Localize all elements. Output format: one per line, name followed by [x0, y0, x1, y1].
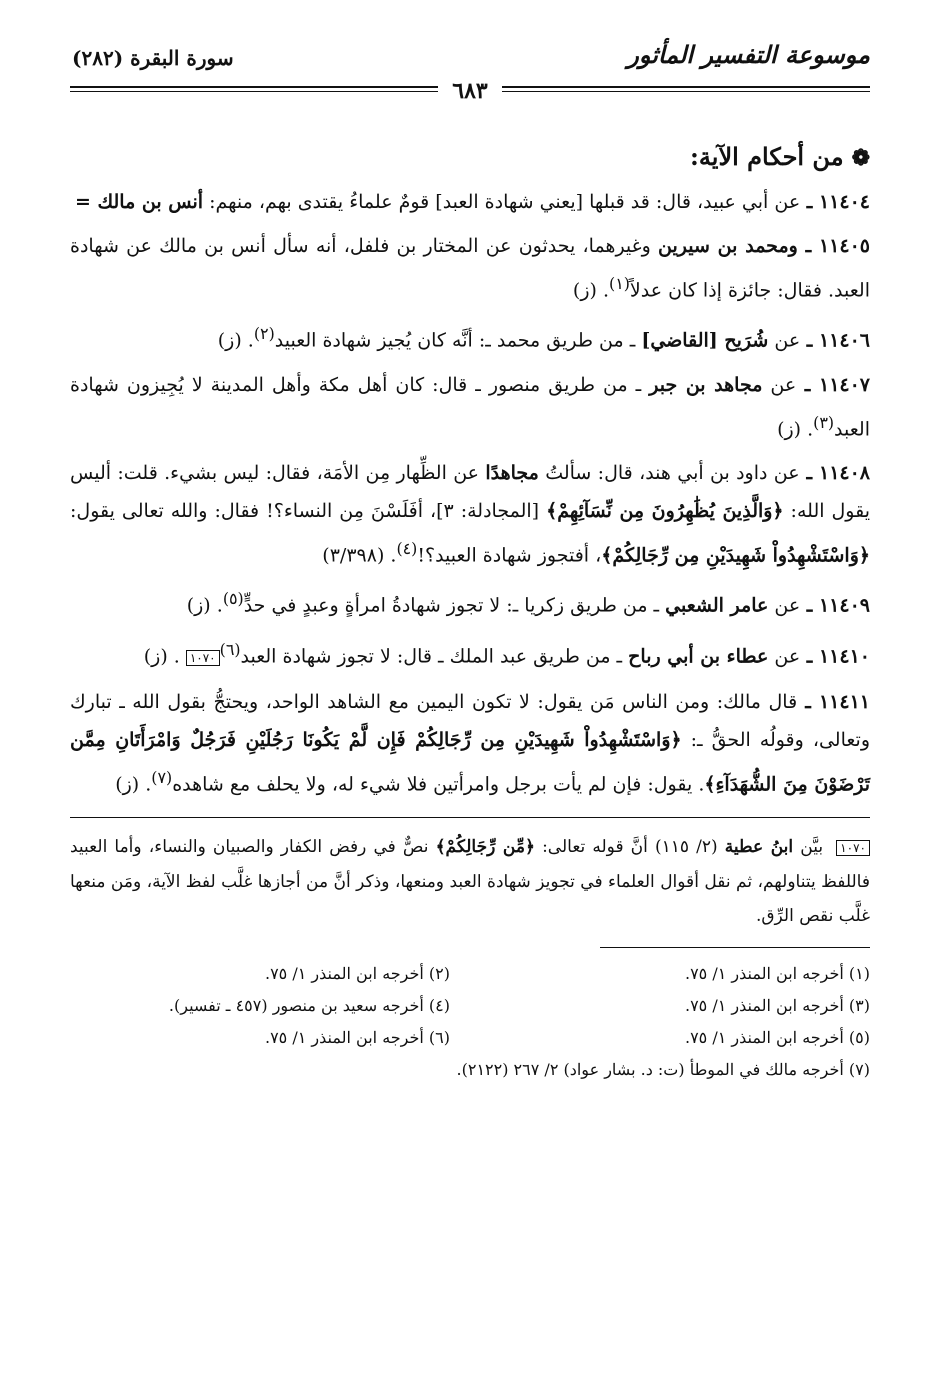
bold-text: ١١٤٠٥ ـ: [797, 235, 870, 257]
book-title: موسوعة التفسير المأثور: [627, 40, 870, 69]
footnote-rule: [600, 947, 870, 948]
page-number: ٦٨٣: [438, 78, 501, 104]
text-span: (٢/ ١١٥) أنَّ قوله تعالى:: [534, 837, 725, 858]
surah-label: سورة البقرة (٢٨٢): [72, 46, 234, 70]
footnote-ref: (١): [609, 274, 630, 293]
text-span: . (ز): [572, 279, 610, 302]
bold-text: مجاهد بن جبر: [649, 373, 763, 396]
flower-icon: ❁: [851, 145, 870, 171]
text-span: . (ز): [115, 773, 152, 796]
narration-entry: [70, 315, 870, 359]
text-span: . (ز): [186, 594, 223, 617]
narration-entry: [70, 631, 870, 677]
bold-text: عامر الشعبي: [665, 594, 769, 617]
bold-text: ابنُ عطية: [724, 837, 794, 858]
bold-text: ١١٤١١ ـ: [797, 690, 870, 713]
footnote-item: (٥) أخرجه ابن المنذر ١/ ٧٥.: [684, 1028, 870, 1048]
text-span: عن: [768, 594, 801, 617]
text-span: ، أفتجوز شهادة العبيد؟!: [417, 544, 602, 567]
footnote-item: (٤) أخرجه سعيد بن منصور (٤٥٧ ـ تفسير).: [168, 996, 450, 1016]
bold-text: ١١٤٠٨ ـ: [799, 461, 871, 484]
narration-entry: [70, 183, 870, 221]
footnote-ref: (٣): [813, 412, 835, 432]
section-heading-text: من أحكام الآية:: [690, 142, 844, 171]
footnote-item: (٦) أخرجه ابن المنذر ١/ ٧٥.: [264, 1028, 450, 1048]
page-header: [70, 40, 870, 104]
text-span: بيَّن: [793, 837, 831, 858]
narration-entry: [70, 454, 870, 574]
section-heading: [70, 138, 870, 177]
text-span: ـ من طريق زكريا ـ: لا تجوز شهادةُ امرأةٍ وعبدٍ في حدٍّ: [243, 594, 666, 617]
commentary-note: [70, 830, 870, 933]
footnote-item: (٧) أخرجه مالك في الموطأ (ت: د. بشار عواد) ٢/ ٢٦٧ (٢١٢٢).: [456, 1060, 870, 1080]
text-span: [المجادلة: ٣]، أفَلَسْنَ مِن النساء؟! فقال: والله تعالى يقول:: [70, 499, 547, 522]
text-span: عن أبي عبيد، قال: قد قبلها [يعني شهادة العبد] قومٌ علماءُ يقتدى بهم، منهم:: [203, 191, 801, 213]
quran-quote: ﴿وَاسْتَشْهِدُواْ شَهِيدَيْنِ مِن رِّجَالِكُمْ﴾: [601, 544, 870, 567]
note-ref-box: ١٠٧٠: [836, 840, 870, 856]
bold-text: شُرَيح [القاضي]: [641, 329, 769, 352]
narration-entry: [70, 683, 870, 803]
text-span: . (ز): [777, 417, 814, 440]
quran-quote: ﴿مِّن رِّجَالِكُمْ﴾: [435, 837, 535, 858]
text-span: عن: [762, 373, 797, 396]
footnote-item: (٢) أخرجه ابن المنذر ١/ ٧٥.: [264, 964, 450, 984]
text-span: ـ من طريق محمد ـ: أنَّه كان يُجيز شهادة العبيد: [274, 329, 642, 352]
text-span: وغيرهما، يحدثون عن المختار بن فلفل، أنه سأل أنس بن مالك عن شهادة العبد. فقال: جائزة إذا كان عدلاً: [70, 235, 870, 302]
text-span: قال مالك: ومن الناس مَن يقول: لا تكون اليمين مع الشاهد الواحد، ويحتجُّ بقول الله ـ تبارك وتعالى، وقولُه الحقُّ ـ:: [70, 690, 870, 751]
quran-quote: ﴿وَالَّذِينَ يُظَٰهِرُونَ مِن نِّسَآئِهِمْ﴾: [546, 499, 784, 522]
bold-text: ١١٤٠٤ ـ: [800, 191, 870, 213]
narration-entry: [70, 580, 870, 624]
commentary-separator: [70, 817, 870, 933]
text-span: عن الظِّهار مِن الأمَة، فقال: ليس بشيء. قلت: أليس يقول الله:: [70, 461, 871, 522]
text-span: نصٌّ في رفض الكفار والصبيان والنساء، وأما العبيد فاللفظ يتناولهم، ثم نقل أقوال العلماء في تجويز شهادة العبد ومنعها، وذكر أنَّ من أجازها غلَّب لفظ الآية، ومَن منعها غلَّب نقص الرِّق.: [70, 837, 870, 927]
text-span: . (ز): [217, 329, 254, 352]
bold-text: ١١٤٠٩ ـ: [800, 594, 870, 617]
footnote-item: (٣) أخرجه ابن المنذر ١/ ٧٥.: [684, 996, 870, 1016]
document-page: [70, 40, 870, 1086]
narration-entry: [70, 366, 870, 448]
footnotes: [70, 958, 870, 1086]
entries-list: [70, 183, 870, 803]
footnote-ref: (٥): [222, 589, 244, 609]
bold-text: ١١٤٠٦ ـ: [800, 329, 870, 352]
narration-entry: [70, 227, 870, 309]
bold-text: ومحمد بن سيرين: [658, 235, 798, 257]
text-span: ـ من طريق منصور ـ قال: كان أهل مكة وأهل المدينة لا يُجِيزون شهادة العبد: [70, 373, 870, 440]
bold-text: أنس بن مالك =: [74, 191, 204, 213]
text-span: عن داود بن أبي هند، قال: سألتُ: [538, 461, 800, 484]
quran-quote: ﴿وَاسْتَشْهِدُواْ شَهِيدَيْنِ مِن رِّجَالِكُمْ فَإِن لَّمْ يَكُونَا رَجُلَيْنِ فَرَجُلٌ وَامْرَأَتَانِ مِمَّن تَرْضَوْنَ مِنَ الشُّهَدَآءِ﴾: [70, 728, 870, 796]
footnote-ref: (٤): [396, 538, 418, 558]
text-span: عن: [768, 644, 801, 667]
footnote-item: (١) أخرجه ابن المنذر ١/ ٧٥.: [684, 964, 870, 984]
text-span: . (ز): [143, 644, 180, 667]
bold-text: ١١٤١٠ ـ: [800, 644, 870, 667]
text-span: . يقول: فإن لم يأت برجل وامرأتين فلا شيء له، ولا يحلف مع شاهده: [172, 773, 705, 796]
footnote-ref: (٧): [151, 767, 173, 787]
text-span: عن: [768, 329, 801, 352]
note-ref-box: ١٠٧٠: [186, 650, 220, 666]
bold-text: عطاء بن أبي رباح: [628, 644, 769, 667]
text-span: . (٣/٣٩٨): [322, 544, 397, 567]
footnote-ref: (٢): [253, 324, 275, 344]
bold-text: ١١٤٠٧ ـ: [796, 373, 871, 396]
text-span: ـ من طريق عبد الملك ـ قال: لا تجوز شهادة العبد: [240, 644, 629, 667]
footnote-ref: (٦): [219, 639, 241, 659]
bold-text: مجاهدًا: [485, 461, 539, 484]
page-number-wrap: [70, 78, 870, 104]
